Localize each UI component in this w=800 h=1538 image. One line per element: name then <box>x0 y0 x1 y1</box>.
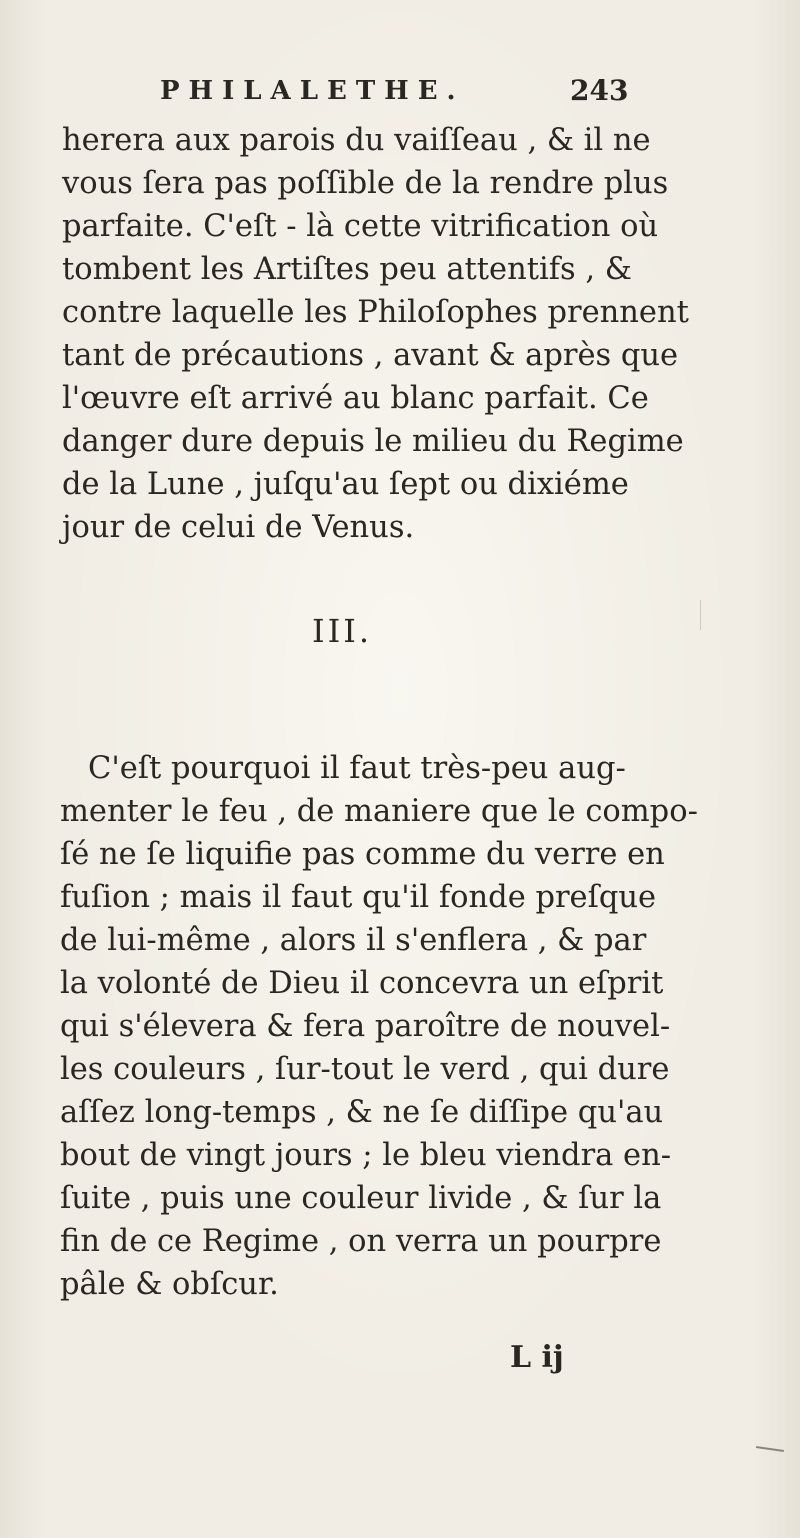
text-line: de lui-même , alors il s'enflera , & par <box>60 923 647 958</box>
text-line: de la Lune , juſqu'au ſept ou dixiéme <box>62 467 629 502</box>
text-line: les couleurs , ſur-tout le verd , qui dure <box>60 1052 670 1087</box>
text-line: danger dure depuis le milieu du Regime <box>62 424 684 459</box>
section-number: III. <box>312 612 373 650</box>
text-line: menter le feu , de maniere que le compo- <box>60 794 698 829</box>
paper-speck <box>700 600 701 630</box>
text-line: tant de précautions , avant & après que <box>62 338 679 373</box>
text-line: jour de celui de Venus. <box>62 510 415 545</box>
text-line: vous ſera pas poſſible de la rendre plus <box>62 166 669 201</box>
page-number: 243 <box>570 74 629 107</box>
text-line: ſé ne ſe liquifie pas comme du verre en <box>60 837 665 872</box>
text-line: parfaite. C'eſt - là cette vitrification où <box>62 209 659 244</box>
text-line: aſſez long-temps , & ne ſe diſſipe qu'au <box>60 1095 664 1130</box>
signature-mark: L ij <box>510 1340 564 1375</box>
text-line: bout de vingt jours ; le bleu viendra en- <box>60 1138 672 1173</box>
text-line: ſuite , puis une couleur livide , & ſur la <box>60 1181 662 1216</box>
text-line: l'œuvre eſt arrivé au blanc parfait. Ce <box>62 381 649 416</box>
text-line: tombent les Artiſtes peu attentifs , & <box>62 252 632 287</box>
text-line: fin de ce Regime , on verra un pourpre <box>60 1224 662 1259</box>
running-head: PHILALETHE. <box>160 76 465 106</box>
text-line: qui s'élevera & fera paroître de nouvel- <box>60 1009 671 1044</box>
text-line: fuſion ; mais il faut qu'il fonde preſque <box>60 880 657 915</box>
text-line: la volonté de Dieu il concevra un eſprit <box>60 966 664 1001</box>
text-line: herera aux parois du vaiſſeau , & il ne <box>62 123 651 158</box>
text-line: pâle & obſcur. <box>60 1267 279 1302</box>
paper-speck <box>756 1446 784 1452</box>
text-line: contre laquelle les Philoſophes prennent <box>62 295 689 330</box>
text-line: C'eſt pourquoi il faut très-peu aug- <box>88 751 626 786</box>
